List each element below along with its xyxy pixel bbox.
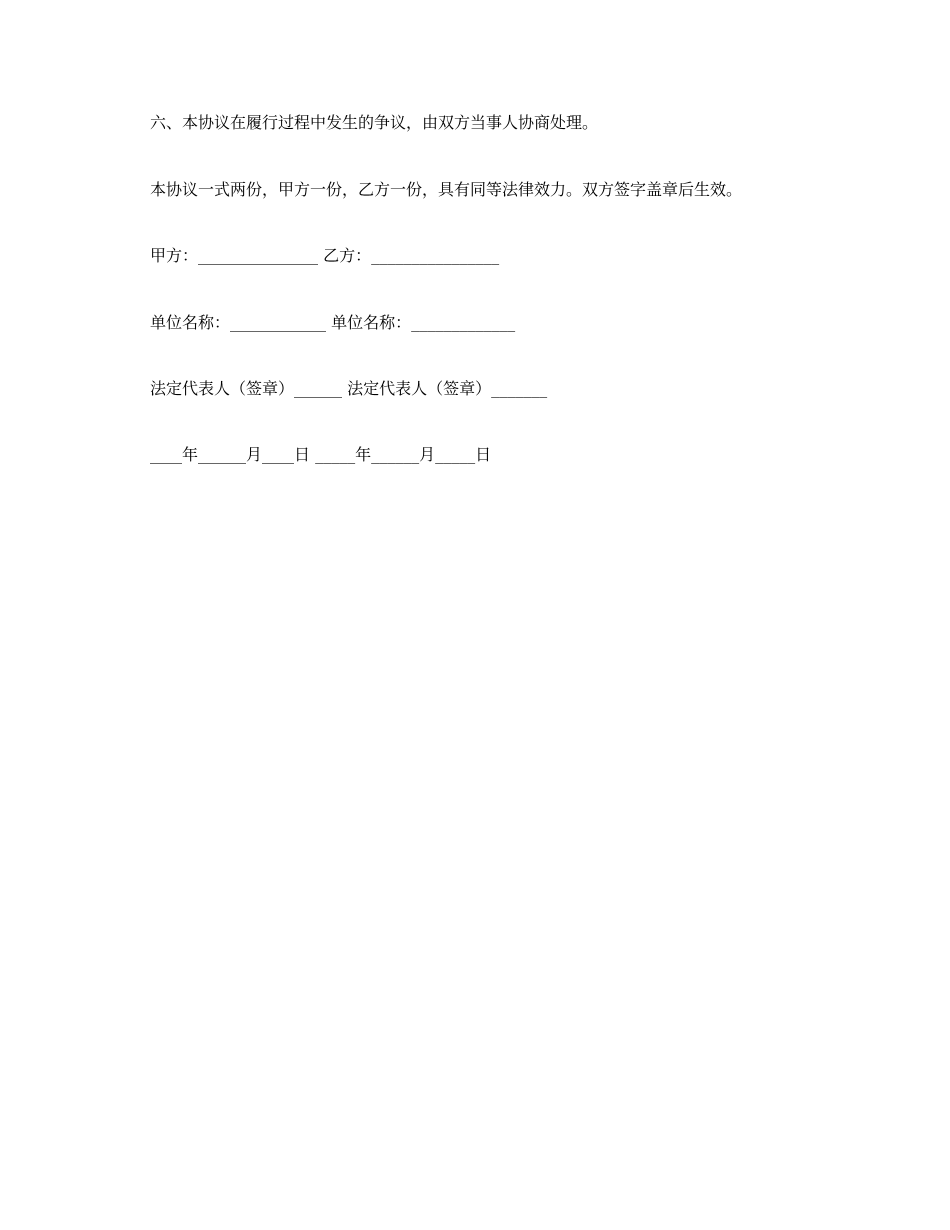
date-line: ____年______月____日 _____年______月_____日: [150, 445, 492, 464]
copies-and-effectiveness-statement: 本协议一式两份，甲方一份，乙方一份，具有同等法律效力。双方签字盖章后生效。: [150, 180, 743, 199]
legal-representative-line: 法定代表人（签章）______ 法定代表人（签章）_______: [150, 379, 548, 398]
organization-name-line: 单位名称：____________ 单位名称：_____________: [150, 313, 516, 332]
party-signature-line: 甲方：_______________ 乙方：________________: [150, 246, 500, 265]
clause-six-dispute-resolution: 六、本协议在履行过程中发生的争议，由双方当事人协商处理。: [150, 113, 599, 132]
